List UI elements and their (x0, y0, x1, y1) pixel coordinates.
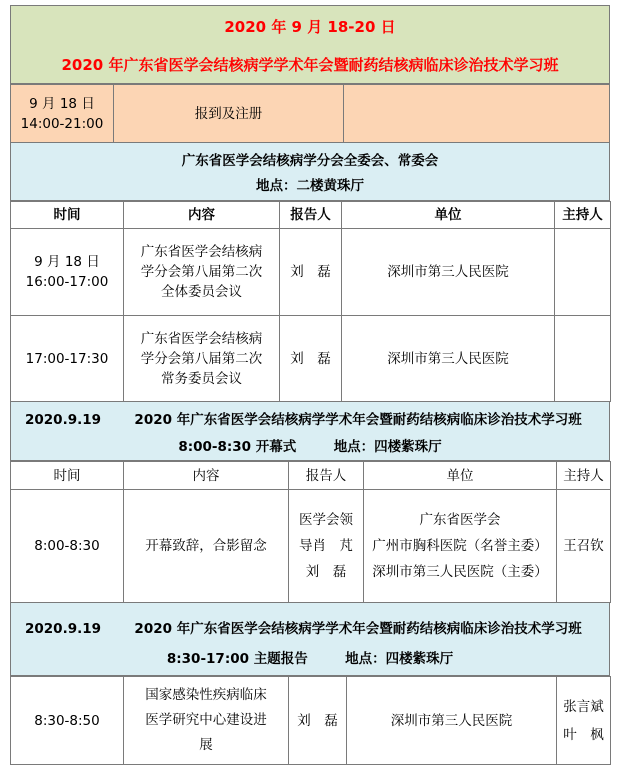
header-unit: 单位 (342, 202, 555, 229)
unit-line: 广州市胸科医院（名誉主委） (372, 538, 548, 554)
header-time: 时间 (11, 202, 124, 229)
row-host (555, 316, 611, 402)
table-row (11, 490, 611, 603)
event-date-title: 2020 年 9 月 18-20 日 (224, 18, 396, 36)
section2-header-line2 (11, 435, 609, 455)
unit-line: 深圳市第三人民医院（主委） (372, 564, 548, 580)
section1-title: 广东省医学会结核病学分会全委会、常委会 (181, 153, 439, 169)
registration-empty (344, 85, 610, 143)
table-row (11, 677, 611, 765)
content-line: 展 (199, 737, 213, 753)
section2-header-line1 (25, 408, 609, 428)
header-speaker: 报告人 (280, 202, 342, 229)
section2-header-row (11, 462, 611, 490)
row-speaker (289, 490, 364, 603)
row-host: 王召钦 (557, 490, 611, 603)
registration-time (11, 85, 114, 143)
section3-band (10, 602, 610, 676)
section3-location: 地点：四楼紫珠厅 (345, 651, 454, 667)
row-content (124, 229, 280, 316)
row-unit: 深圳市第三人民医院 (347, 677, 557, 765)
row-content: 开幕致辞，合影留念 (124, 490, 289, 603)
section1-location: 地点：二楼黄珠厅 (256, 178, 364, 194)
row-time: 8:30-8:50 (11, 677, 124, 765)
section2-location: 地点：四楼紫珠厅 (333, 439, 442, 455)
section3-time: 8:30-17:00 主题报告 (166, 651, 308, 667)
header-host: 主持人 (555, 202, 611, 229)
row-speaker: 刘 磊 (280, 316, 342, 402)
registration-row (10, 84, 610, 143)
course-title: 2020 年广东省医学会结核病学学术年会暨耐药结核病临床诊治技术学习班 (61, 56, 559, 74)
registration-hours: 14:00-21:00 (20, 115, 104, 132)
unit-line: 广东省医学会 (419, 512, 501, 528)
header-content: 内容 (124, 462, 289, 490)
section3-header-line2 (11, 647, 609, 667)
content-line: 广东省医学会结核病 (140, 330, 263, 347)
content-line: 学分会第八届第二次 (140, 350, 263, 367)
section3-course: 2020 年广东省医学会结核病学学术年会暨耐药结核病临床诊治技术学习班 (134, 621, 582, 637)
row-speaker: 刘 磊 (289, 677, 347, 765)
speaker-line: 医学会领 (299, 512, 353, 528)
section2-table (10, 461, 611, 603)
row-time: 17:00-17:30 (11, 316, 124, 402)
section3-header-line1 (25, 617, 609, 637)
content-line: 全体委员会议 (161, 284, 242, 300)
content-line: 常务委员会议 (161, 370, 242, 387)
content-line: 学分会第八届第二次 (140, 264, 263, 280)
section3-date: 2020.9.19 (25, 621, 102, 637)
row-time (11, 229, 124, 316)
row-host (557, 677, 611, 765)
header-content: 内容 (124, 202, 280, 229)
section2-time: 8:00-8:30 开幕式 (178, 439, 297, 455)
row-speaker: 刘 磊 (280, 229, 342, 316)
section1-band (10, 143, 610, 201)
header-time: 时间 (11, 462, 124, 490)
row-content (124, 677, 289, 765)
table-row (11, 316, 611, 402)
section2-date: 2020.9.19 (25, 412, 102, 428)
row-content (124, 316, 280, 402)
row-hours: 16:00-17:00 (25, 274, 109, 290)
title-band (10, 5, 610, 84)
speaker-line: 刘 磊 (305, 564, 347, 580)
row-unit: 深圳市第三人民医院 (342, 316, 555, 402)
row-unit (364, 490, 557, 603)
speaker-line: 导肖 芃 (299, 538, 353, 554)
section2-course: 2020 年广东省医学会结核病学学术年会暨耐药结核病临床诊治技术学习班 (134, 412, 582, 428)
section1-header-row (11, 202, 611, 229)
header-unit: 单位 (364, 462, 557, 490)
registration-label: 报到及注册 (114, 85, 344, 143)
header-speaker: 报告人 (289, 462, 364, 490)
row-time: 8:00-8:30 (11, 490, 124, 603)
host-line: 叶 枫 (563, 726, 604, 743)
row-host (555, 229, 611, 316)
content-line: 医学研究中心建设进 (145, 712, 267, 728)
section3-table (10, 676, 611, 765)
content-line: 广东省医学会结核病 (140, 244, 263, 260)
section1-table (10, 201, 611, 402)
table-row (11, 229, 611, 316)
content-line: 国家感染性疾病临床 (145, 687, 267, 703)
row-unit: 深圳市第三人民医院 (342, 229, 555, 316)
section2-band (10, 401, 610, 461)
row-date: 9 月 18 日 (34, 254, 100, 270)
registration-date: 9 月 18 日 (29, 95, 95, 112)
header-host: 主持人 (557, 462, 611, 490)
host-line: 张言斌 (563, 698, 604, 715)
